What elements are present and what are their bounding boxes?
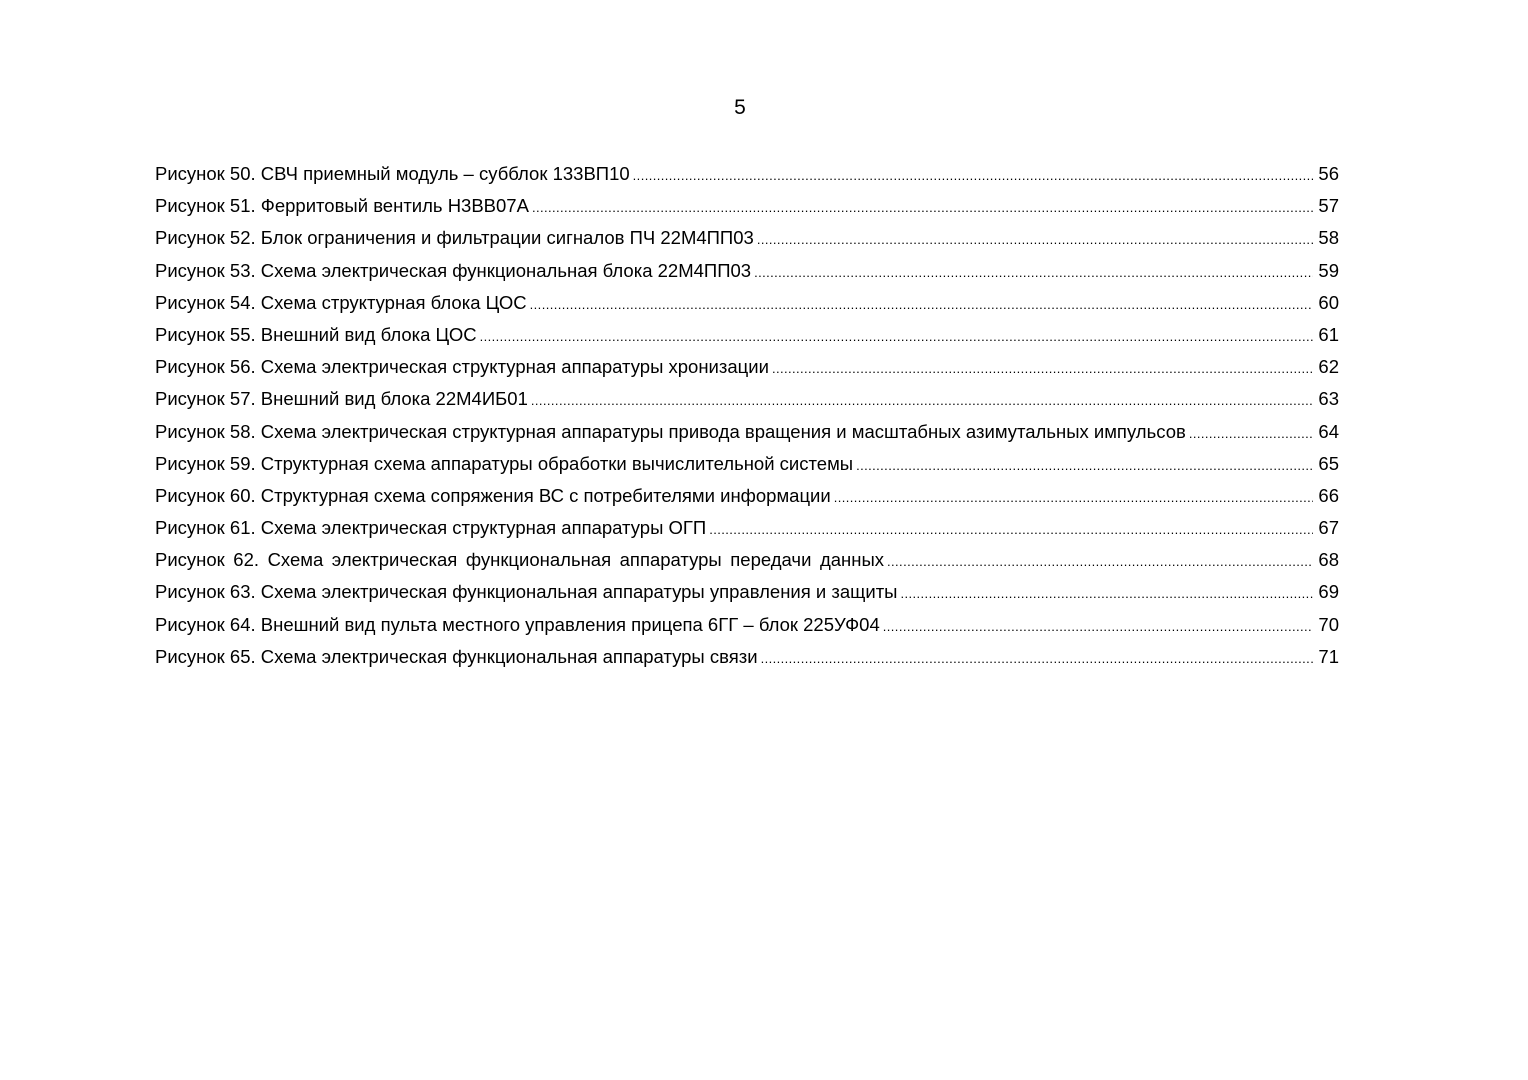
toc-entry [155,190,1339,222]
toc-entry [155,448,1339,480]
toc-entry-page: 64 [1318,420,1339,442]
toc-dot-leader [883,611,1313,641]
toc-entry-page: 71 [1318,645,1339,667]
toc-dot-leader [530,289,1313,319]
toc-entry [155,609,1339,641]
toc-dot-leader [532,192,1313,222]
toc-entry-title: Рисунок 64. Внешний вид пульта местного управления прицепа 6ГГ – блок 225УФ04 [155,613,880,635]
toc-entry-title: Рисунок 50. СВЧ приемный модуль – субблок 133ВП10 [155,163,630,184]
toc-entry-title: Рисунок 53. Схема электрическая функциональная блока 22М4ПП03 [155,259,752,281]
toc-entry [155,544,1339,576]
toc-entry-title: Рисунок 54. Схема структурная блока ЦОС [155,291,527,313]
toc-dot-leader [757,224,1313,254]
toc-entry-title: Рисунок 56. Схема электрическая структурная аппаратуры хронизации [155,356,769,378]
toc-entry [155,641,1339,673]
table-of-contents [155,158,1339,673]
toc-entry [155,222,1339,254]
toc-entry-title: Рисунок 51. Ферритовый вентиль Н3ВВ07А [155,195,529,217]
toc-entry-title: Рисунок 63. Схема электрическая функциональная аппаратуры управления и защиты [155,581,898,603]
toc-entry-title: Рисунок 60. Структурная схема сопряжения ВС с потребителями информации [155,484,831,506]
toc-entry [155,255,1339,287]
toc-dot-leader [856,450,1313,480]
toc-entry-page: 70 [1318,613,1339,635]
toc-entry-page: 68 [1318,549,1339,571]
toc-entry [155,287,1339,319]
toc-entry-title: Рисунок 62. Схема электрическая функциональная аппаратуры передачи данных [155,549,885,571]
toc-entry-page: 62 [1318,356,1339,378]
toc-entry [155,383,1339,415]
toc-entry [155,576,1339,608]
toc-dot-leader [531,385,1313,415]
toc-dot-leader [754,257,1313,287]
toc-dot-leader [772,353,1313,383]
page-number: 5 [734,96,746,119]
toc-entry [155,319,1339,351]
toc-entry-title: Рисунок 59. Структурная схема аппаратуры обработки вычислительной системы [155,452,854,474]
toc-dot-leader [887,546,1313,576]
toc-dot-leader [709,514,1313,544]
toc-entry-title: Рисунок 65. Схема электрическая функциональная аппаратуры связи [155,645,758,667]
toc-entry-page: 57 [1318,195,1339,217]
toc-dot-leader [900,578,1313,608]
toc-entry-title: Рисунок 55. Внешний вид блока ЦОС [155,323,477,345]
toc-entry-title: Рисунок 61. Схема электрическая структурная аппаратуры ОГП [155,517,707,539]
toc-dot-leader [1189,418,1313,448]
toc-entry-title: Рисунок 57. Внешний вид блока 22М4ИБ01 [155,388,528,410]
toc-entry [155,158,1339,190]
toc-entry [155,416,1339,448]
toc-dot-leader [761,643,1313,673]
toc-entry-page: 66 [1318,484,1339,506]
toc-entry-page: 59 [1318,259,1339,281]
toc-entry-title: Рисунок 52. Блок ограничения и фильтрации сигналов ПЧ 22М4ПП03 [155,227,754,249]
toc-entry-page: 61 [1318,323,1339,345]
toc-entry-page: 56 [1318,163,1339,184]
toc-entry-page: 69 [1318,581,1339,603]
toc-entry-page: 60 [1318,291,1339,313]
toc-dot-leader [834,482,1313,512]
toc-entry-title: Рисунок 58. Схема электрическая структурная аппаратуры привода вращения и масштабных азимутальных импульсов [155,420,1186,442]
toc-entry-page: 65 [1318,452,1339,474]
toc-entry-page: 63 [1318,388,1339,410]
toc-entry-page: 67 [1318,517,1339,539]
toc-entry [155,480,1339,512]
toc-dot-leader [480,321,1313,351]
toc-entry [155,512,1339,544]
toc-entry-page: 58 [1318,227,1339,249]
toc-entry [155,351,1339,383]
toc-dot-leader [633,160,1313,190]
